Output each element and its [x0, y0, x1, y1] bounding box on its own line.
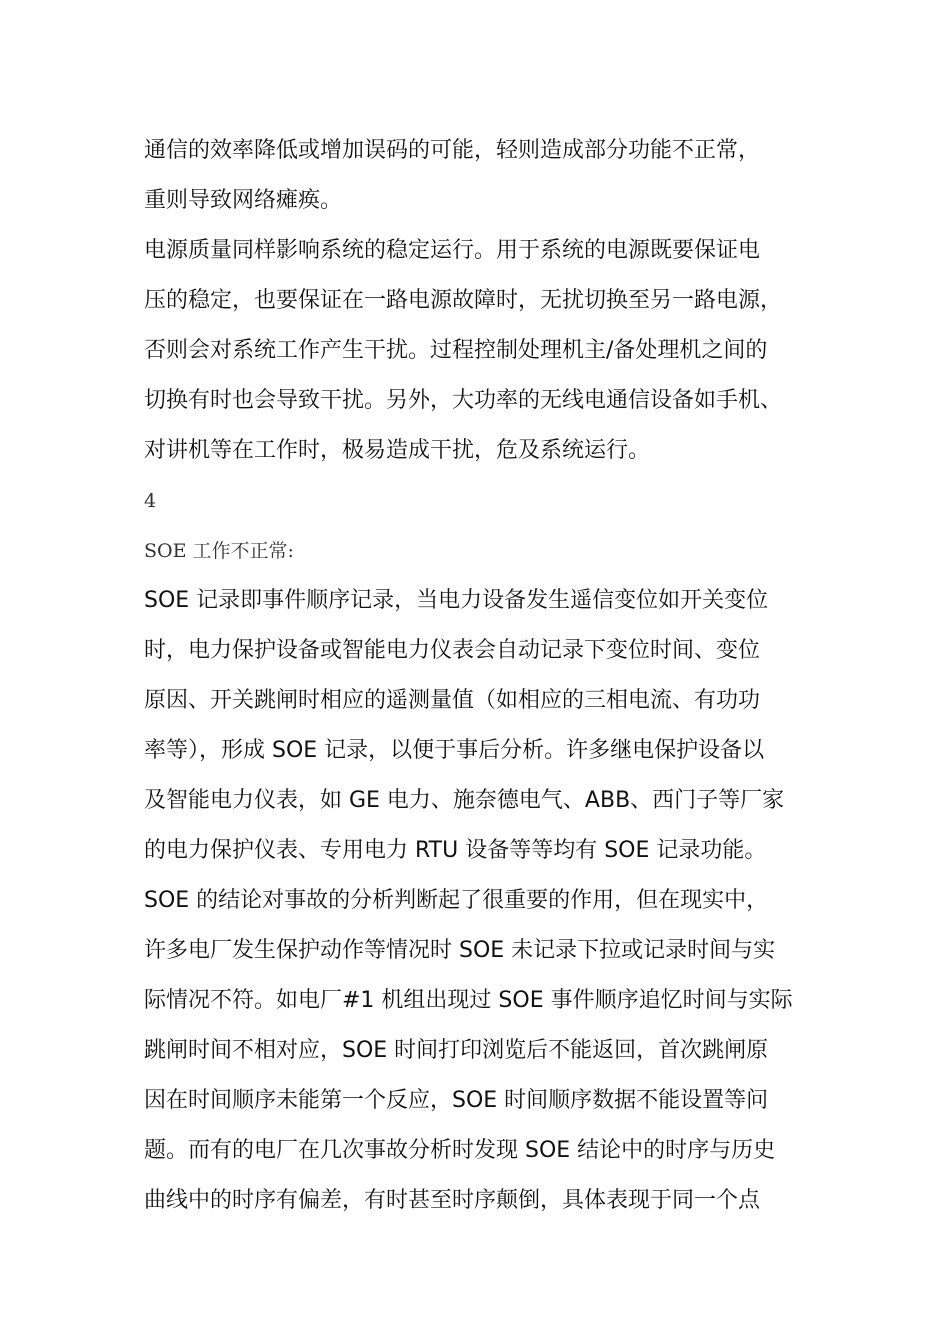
text-line: 时，电力保护设备或智能电力仪表会自动记录下变位时间、变位 [144, 638, 761, 663]
text-line: 重则导致网络瘫痪。 [144, 188, 343, 213]
text-line: 题。而有的电厂在几次事故分析时发现 SOE 结论中的时序与历史 [144, 1138, 776, 1163]
text-line: 电源质量同样影响系统的稳定运行。用于系统的电源既要保证电 [144, 238, 761, 263]
text-line: 原因、开关跳闸时相应的遥测量值（如相应的三相电流、有功功 [144, 688, 761, 713]
text-line: 对讲机等在工作时，极易造成干扰，危及系统运行。 [144, 438, 651, 463]
text-line: 率等），形成 SOE 记录，以便于事后分析。许多继电保护设备以 [144, 738, 765, 763]
text-line: 压的稳定，也要保证在一路电源故障时，无扰切换至另一路电源， [144, 288, 783, 313]
text-line: 通信的效率降低或增加误码的可能，轻则造成部分功能不正常， [144, 138, 761, 163]
text-line: 跳闸时间不相对应，SOE 时间打印浏览后不能返回，首次跳闸原 [144, 1038, 769, 1063]
text-line: 际情况不符。如电厂#1 机组出现过 SOE 事件顺序追忆时间与实际 [144, 988, 793, 1013]
text-line: 切换有时也会导致干扰。另外，大功率的无线电通信设备如手机、 [144, 388, 783, 413]
text-line: 因在时间顺序未能第一个反应，SOE 时间顺序数据不能设置等问 [144, 1088, 769, 1113]
text-line: 否则会对系统工作产生干扰。过程控制处理机主/备处理机之间的 [144, 338, 768, 363]
section-heading: SOE 工作不正常: [144, 540, 294, 562]
section-number: 4 [144, 490, 157, 512]
text-line: SOE 的结论对事故的分析判断起了很重要的作用，但在现实中， [144, 888, 769, 913]
text-line: 及智能电力仪表，如 GE 电力、施奈德电气、ABB、西门子等厂家 [144, 788, 785, 813]
text-line: 许多电厂发生保护动作等情况时 SOE 未记录下拉或记录时间与实 [144, 938, 776, 963]
text-line: 曲线中的时序有偏差，有时甚至时序颠倒，具体表现于同一个点 [144, 1188, 761, 1213]
text-line: SOE 记录即事件顺序记录，当电力设备发生遥信变位如开关变位 [144, 588, 769, 613]
text-line: 的电力保护仪表、专用电力 RTU 设备等等均有 SOE 记录功能。 [144, 838, 767, 863]
